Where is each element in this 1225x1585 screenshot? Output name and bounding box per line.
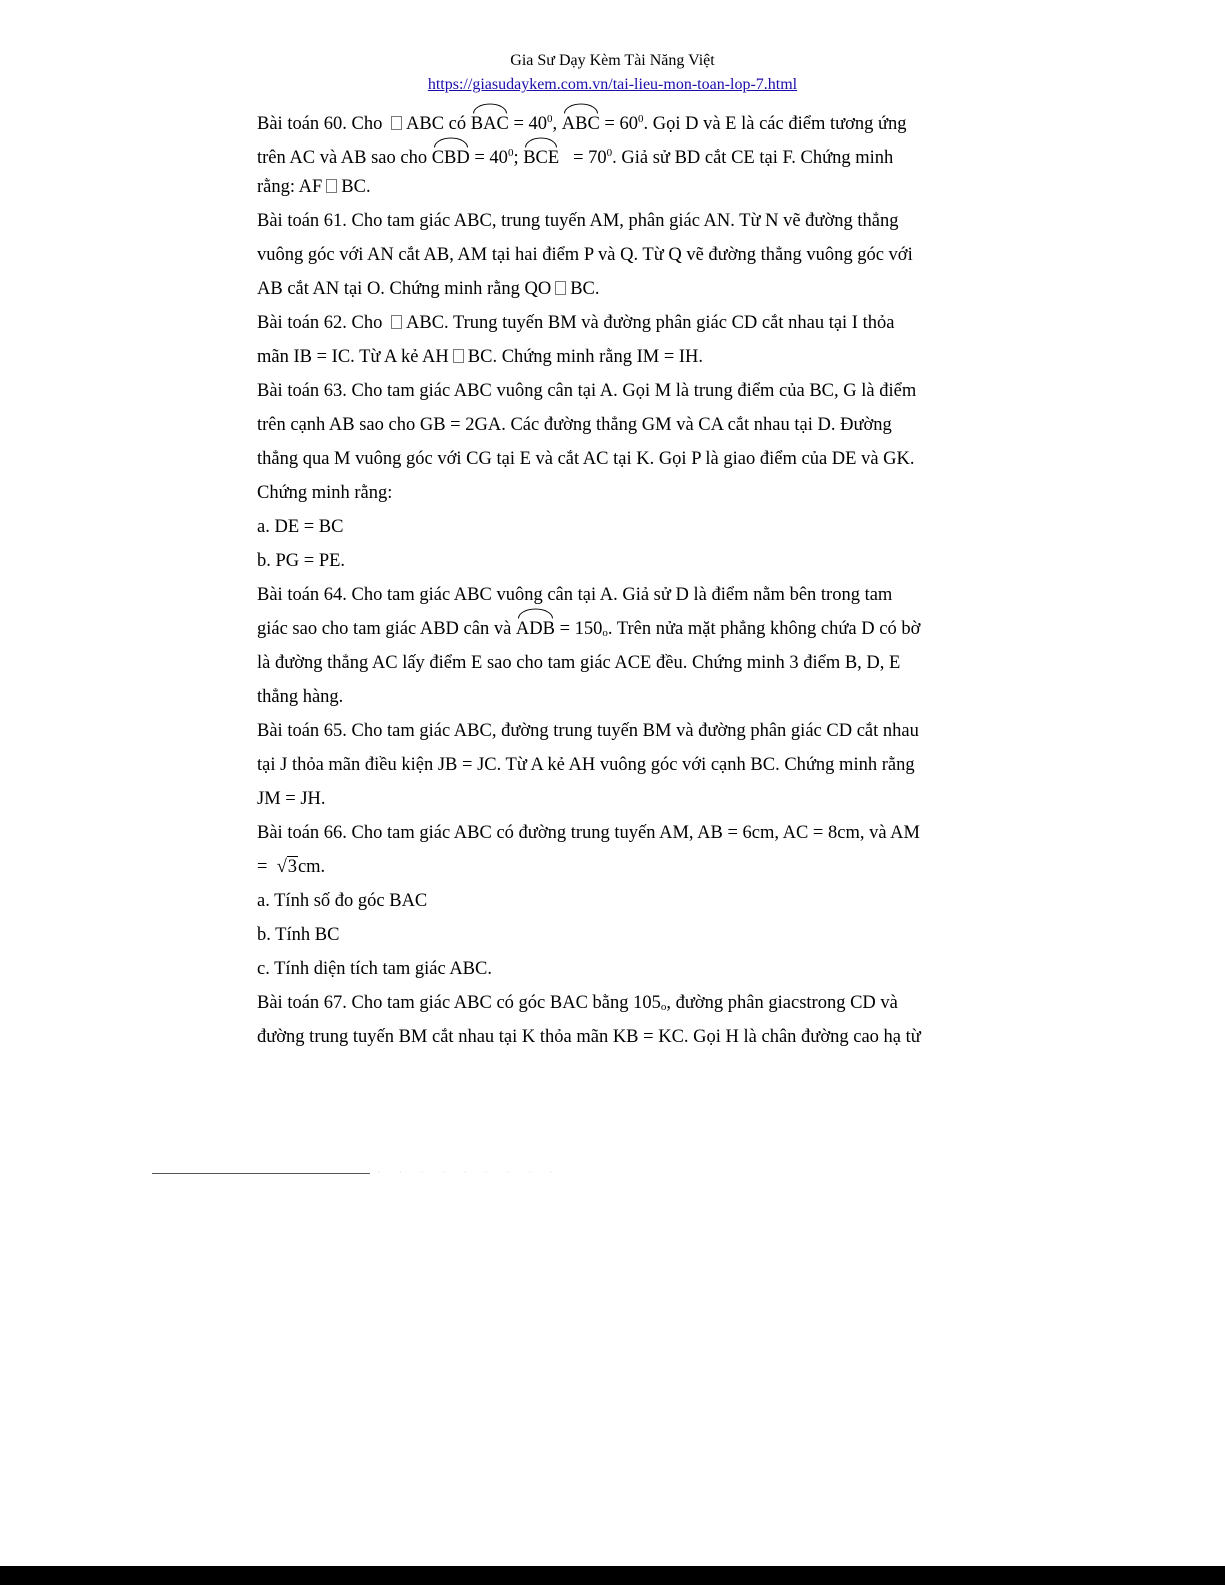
problem-63-line-3: thẳng qua M vuông góc với CG tại E và cắt AC tại K. Gọi P là giao điểm của DE và GK.: [257, 449, 915, 469]
problem-65-line-1: Bài toán 65. Cho tam giác ABC, đường trung tuyến BM và đường phân giác CD cắt nhau: [257, 721, 919, 741]
text: ;: [513, 148, 519, 168]
text: ABC có: [406, 114, 467, 134]
bottom-bar: [0, 1566, 1225, 1585]
text: ABC. Trung tuyến BM và đường phân giác CD cắt nhau tại I thỏa: [406, 313, 895, 333]
text: Bài toán 67. Cho tam giác ABC có góc BAC bằng 105: [257, 993, 661, 1013]
text: =: [257, 857, 268, 877]
problem-62-line-1: [257, 306, 957, 340]
text: ,: [552, 114, 558, 134]
page-header-link-wrapper: [0, 76, 1225, 94]
degree-mark: 0: [507, 147, 514, 159]
text: = 70: [573, 148, 607, 168]
problem-61-line-3: [257, 272, 957, 306]
problem-67: [257, 986, 957, 1054]
problem-63-line-1: Bài toán 63. Cho tam giác ABC vuông cân tại A. Gọi M là trung điểm của BC, G là điểm: [257, 381, 917, 401]
problem-66-line-2: [257, 850, 957, 884]
angle-bce: BCE: [523, 141, 559, 175]
text: mãn IB = IC. Từ A kẻ AH: [257, 347, 449, 367]
problem-63-line-4: Chứng minh rằng:: [257, 483, 393, 503]
problem-63: [257, 374, 957, 578]
text: . Trên nửa mặt phẳng không chứa D có bờ: [607, 619, 921, 639]
sqrt-value: 3: [287, 857, 297, 877]
perpendicular-symbol-icon: [326, 179, 337, 193]
text: , đường phân giacstrong CD và: [666, 993, 898, 1013]
angle-bac: BAC: [471, 107, 509, 141]
problem-66-item-c: c. Tính diện tích tam giác ABC.: [257, 959, 492, 979]
problem-62-line-2: [257, 340, 957, 374]
problem-60-line-2: [257, 136, 957, 170]
triangle-symbol-icon: [391, 116, 402, 130]
text: BC.: [341, 177, 371, 197]
text: BC.: [570, 279, 600, 299]
text: AB cắt AN tại O. Chứng minh rằng QO: [257, 279, 552, 299]
problem-67-line-1: [257, 986, 957, 1020]
problem-64-line-4: thẳng hàng.: [257, 687, 344, 707]
problem-66: [257, 816, 957, 986]
problem-64: [257, 578, 957, 714]
angle-abc: ABC: [562, 107, 600, 141]
text: giác sao cho tam giác ABD cân và: [257, 619, 512, 639]
angle-cbd: CBD: [432, 141, 470, 175]
sqrt-icon: √: [276, 857, 287, 877]
problem-61-line-2: vuông góc với AN cắt AB, AM tại hai điểm P và Q. Từ Q vẽ đường thẳng vuông góc với: [257, 245, 913, 265]
square-root: [277, 850, 298, 884]
triangle-symbol-icon: [391, 315, 402, 329]
problem-65-line-2: tại J thỏa mãn điều kiện JB = JC. Từ A kẻ AH vuông góc với cạnh BC. Chứng minh rằng: [257, 755, 915, 775]
problem-67-line-2: đường trung tuyến BM cắt nhau tại K thỏa mãn KB = KC. Gọi H là chân đường cao hạ từ: [257, 1027, 921, 1047]
problem-65-line-3: JM = JH.: [257, 789, 326, 809]
problem-64-line-2: [257, 612, 957, 646]
site-link[interactable]: https://giasudaykem.com.vn/tai-lieu-mon-toan-lop-7.html: [427, 76, 798, 93]
problem-61: [257, 204, 957, 306]
problem-63-line-2: trên cạnh AB sao cho GB = 2GA. Các đường thẳng GM và CA cắt nhau tại D. Đường: [257, 415, 892, 435]
problem-60-line-3: [257, 170, 957, 204]
problem-60: [257, 102, 957, 204]
document-body: [257, 102, 957, 1054]
degree-mark: o: [602, 627, 608, 639]
degree-mark: 0: [547, 113, 553, 125]
angle-adb: ADB: [516, 612, 555, 646]
footer-artifact: · · · · · · · · ·: [378, 1170, 561, 1176]
text: . Giả sử BD cắt CE tại F. Chứng minh: [612, 148, 894, 168]
text: BC. Chứng minh rằng IM = IH.: [467, 347, 704, 367]
text: . Gọi D và E là các điểm tương ứng: [643, 114, 907, 134]
problem-66-item-b: b. Tính BC: [257, 925, 340, 945]
problem-63-item-a: a. DE = BC: [257, 517, 344, 537]
problem-64-line-1: Bài toán 64. Cho tam giác ABC vuông cân tại A. Giả sử D là điểm nằm bên trong tam: [257, 585, 893, 605]
text: trên AC và AB sao cho: [257, 148, 428, 168]
perpendicular-symbol-icon: [453, 349, 464, 363]
page-header-title: Gia Sư Dạy Kèm Tài Năng Việt: [510, 52, 715, 69]
problem-65: [257, 714, 957, 816]
text: = 150: [559, 619, 603, 639]
problem-62: [257, 306, 957, 374]
footnote-divider: [152, 1173, 370, 1174]
problem-60-line-1: [257, 102, 957, 136]
text: = 40: [513, 114, 547, 134]
text: rằng: AF: [257, 177, 323, 197]
degree-mark: o: [660, 1001, 667, 1013]
text: Bài toán 60. Cho: [257, 114, 383, 134]
degree-mark: 0: [606, 147, 613, 159]
problem-64-line-3: là đường thẳng AC lấy điểm E sao cho tam giác ACE đều. Chứng minh 3 điểm B, D, E: [257, 653, 901, 673]
text: cm.: [297, 857, 326, 877]
parallel-symbol-icon: [555, 281, 566, 295]
text: = 40: [474, 148, 508, 168]
problem-63-item-b: b. PG = PE.: [257, 551, 346, 571]
problem-61-line-1: Bài toán 61. Cho tam giác ABC, trung tuyến AM, phân giác AN. Từ N vẽ đường thẳng: [257, 211, 899, 231]
degree-mark: 0: [637, 113, 644, 125]
text: Bài toán 62. Cho: [257, 313, 383, 333]
problem-66-item-a: a. Tính số đo góc BAC: [257, 891, 428, 911]
text: = 60: [604, 114, 638, 134]
problem-66-line-1: Bài toán 66. Cho tam giác ABC có đường trung tuyến AM, AB = 6cm, AC = 8cm, và AM: [257, 823, 920, 843]
